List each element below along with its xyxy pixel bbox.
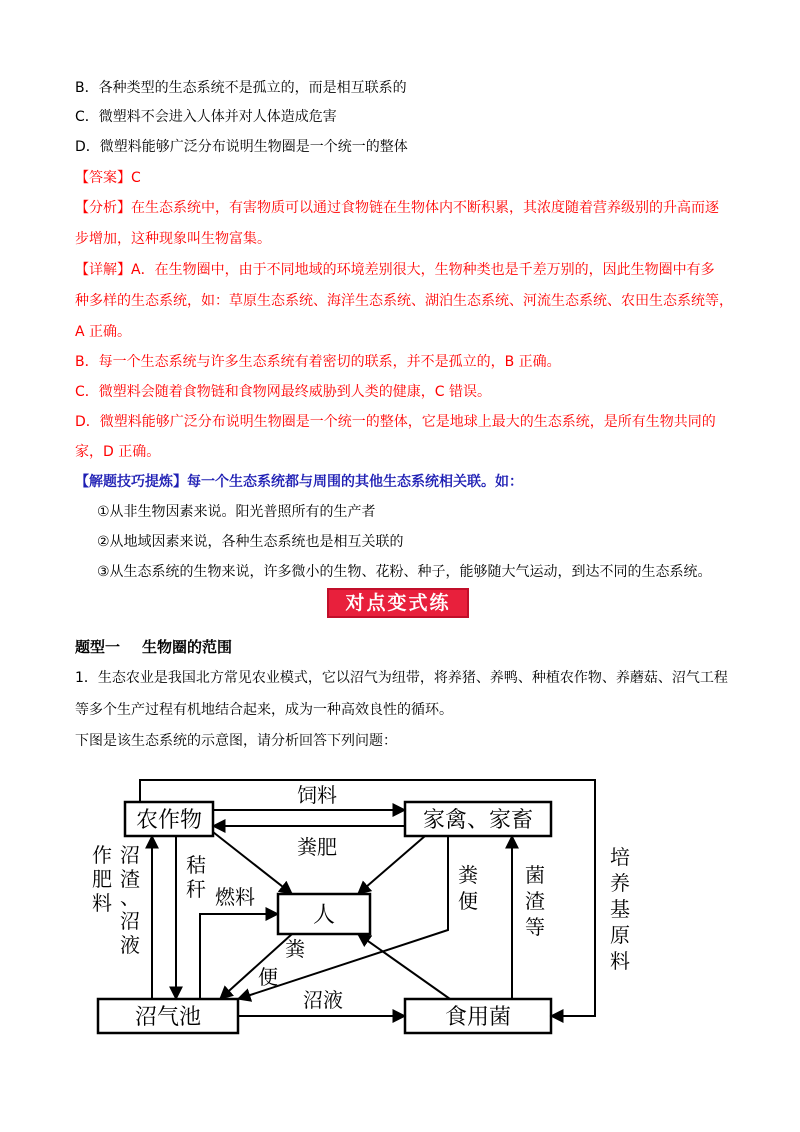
medium-label-3: 基 [610,897,630,921]
question-line-1: 1．生态农业是我国北方常见农业模式，它以沼气为纽带，将养猪、养鸭、种植农作物、养蘑菇、沼气工程 [75,670,728,686]
tips-item-1: ①从非生物因素来说。阳光普照所有的生产者 [97,504,376,520]
fertilizer-label-3: 料 [92,891,112,915]
livestock-label: 家禽、家畜 [422,808,534,833]
detail-a-line-3: A 正确。 [75,324,132,340]
fuel-label: 燃料 [215,885,255,909]
detail-d-line-2: 家，D 正确。 [75,444,161,460]
ecosystem-diagram [80,772,660,1042]
question-line-2: 等多个生产过程有机地结合起来，成为一种高效良性的循环。 [75,702,453,718]
person-feces-label-2: 便 [258,965,278,989]
residue-label-2: 渣 [120,867,140,891]
residue-label-3: 、 [120,885,140,909]
practice-banner: 对点变式练 [327,588,469,618]
tips-title: 【解题技巧提炼】每一个生态系统都与周围的其他生态系统相关联。如： [75,474,523,490]
feed-label: 饲料 [297,783,337,807]
option-c: C．微塑料不会进入人体并对人体造成危害 [75,109,337,125]
fungus-residue-label-1: 菌 [525,863,545,887]
medium-label-4: 原 [610,923,630,947]
option-b: B．各种类型的生态系统不是孤立的，而是相互联系的 [75,80,407,96]
crops-label: 农作物 [135,808,203,833]
biogas-label: 沼气池 [134,1005,202,1030]
slurry-label: 沼液 [303,988,343,1012]
residue-label-1: 沼 [120,843,140,867]
medium-label-5: 料 [610,949,630,973]
medium-label-1: 培 [610,845,630,869]
residue-label-4: 沼 [120,909,140,933]
straw-label-1: 秸 [186,853,206,877]
detail-b: B．每一个生态系统与许多生态系统有着密切的联系，并不是孤立的，B 正确。 [75,354,561,370]
manure-label: 粪肥 [297,835,337,859]
question-line-3: 下图是该生态系统的示意图，请分析回答下列问题： [75,733,397,749]
detail-c: C．微塑料会随着食物链和食物网最终威胁到人类的健康，C 错误。 [75,384,491,400]
analysis-line-2: 步增加，这种现象叫生物富集。 [75,231,271,247]
residue-label-5: 液 [120,933,140,957]
straw-label-2: 秆 [186,877,206,901]
tips-item-2: ②从地域因素来说，各种生态系统也是相互关联的 [97,534,404,550]
fertilizer-label-2: 肥 [92,867,112,891]
fungus-residue-label-3: 等 [525,915,545,939]
person-feces-label-1: 粪 [285,937,305,961]
tips-item-3: ③从生态系统的生物来说，许多微小的生物、花粉、种子，能够随大气运动，到达不同的生态系统。 [97,564,712,580]
answer: 【答案】C [75,170,141,186]
fertilizer-label-1: 作 [92,843,112,867]
detail-a-line-1: 【详解】A．在生物圈中，由于不同地域的环境差别很大，生物种类也是千差万别的，因此生物圈中有多 [75,262,715,278]
person-label: 人 [312,903,336,928]
livestock-feces-label-2: 便 [458,889,478,913]
section-title: 生物圈的范围 [142,638,233,656]
medium-label-2: 养 [610,871,630,895]
option-d: D．微塑料能够广泛分布说明生物圈是一个统一的整体 [75,139,408,155]
section-heading [75,636,232,657]
livestock-feces-label-1: 粪 [458,863,478,887]
section-label: 题型一 [75,638,121,656]
fungi-label: 食用菌 [444,1005,512,1030]
detail-a-line-2: 种多样的生态系统，如：草原生态系统、海洋生态系统、湖泊生态系统、河流生态系统、农田生态系统等， [75,293,733,309]
fungus-residue-label-2: 渣 [525,889,545,913]
detail-d-line-1: D．微塑料能够广泛分布说明生物圈是一个统一的整体，它是地球上最大的生态系统，是所有生物共同的 [75,414,716,430]
analysis-line-1: 【分析】在生态系统中，有害物质可以通过食物链在生物体内不断积累，其浓度随着营养级别的升高而逐 [75,200,719,216]
